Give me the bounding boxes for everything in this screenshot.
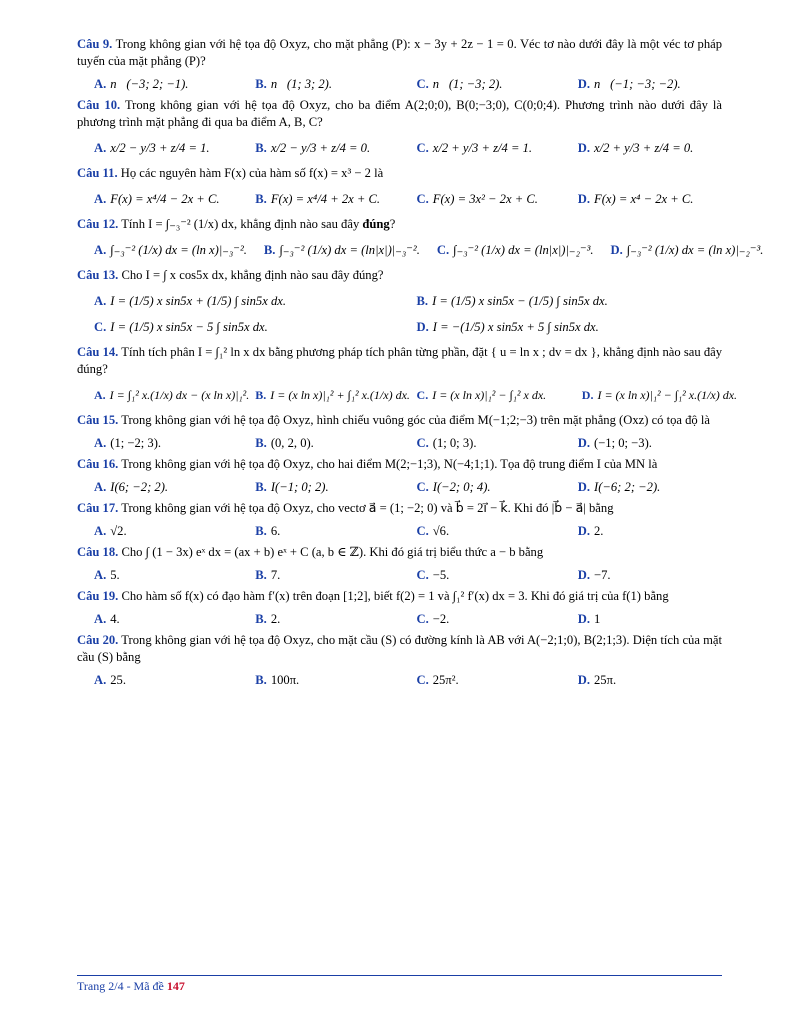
options xyxy=(77,139,722,157)
option-key: C. xyxy=(416,611,429,626)
options xyxy=(77,75,722,93)
question-14 xyxy=(77,344,738,404)
option-key: B. xyxy=(255,479,267,494)
option-text: 6. xyxy=(270,523,281,538)
option-key: C. xyxy=(416,479,429,494)
footer-page-label: Trang 2/4 - Mã đề xyxy=(77,979,167,993)
question-11 xyxy=(77,165,722,208)
question-number: Câu 9. xyxy=(77,37,113,51)
option-text: I = (1/5) x sin5x − 5 ∫ sin5x dx. xyxy=(110,319,268,334)
option-key: A. xyxy=(94,76,107,91)
option-text: F(x) = x⁴ − 2x + C. xyxy=(594,191,694,206)
question-number: Câu 14. xyxy=(77,345,119,359)
question-stem: Họ các nguyên hàm F(x) của hàm số f(x) = x³ − 2 là xyxy=(120,166,384,180)
option-d[interactable] xyxy=(561,523,722,540)
option-key: C. xyxy=(416,191,429,206)
option-key: B. xyxy=(255,435,267,450)
option-d[interactable] xyxy=(561,191,722,208)
question-number: Câu 15. xyxy=(77,413,119,427)
options xyxy=(77,671,722,689)
option-b[interactable] xyxy=(238,523,399,540)
option-key: D. xyxy=(577,567,590,582)
option-a[interactable] xyxy=(77,523,238,540)
option-key: C. xyxy=(416,672,429,687)
option-c[interactable] xyxy=(400,435,561,452)
option-b[interactable] xyxy=(238,567,399,584)
options xyxy=(77,190,722,208)
option-key: C. xyxy=(416,387,429,402)
option-b[interactable] xyxy=(238,479,399,496)
option-text: ∫₋₃⁻² (1/x) dx = (ln|x|)|₋₃⁻². xyxy=(279,242,420,257)
option-text: n⃗(−1; −3; −2). xyxy=(594,76,681,91)
option-a[interactable] xyxy=(77,435,238,452)
option-c[interactable] xyxy=(400,479,561,496)
option-key: B. xyxy=(255,611,267,626)
option-text: F(x) = x⁴/4 − 2x + C. xyxy=(110,191,220,206)
option-c[interactable] xyxy=(411,387,572,404)
option-a[interactable] xyxy=(77,672,238,689)
question-number: Câu 19. xyxy=(77,589,119,603)
option-a[interactable] xyxy=(77,76,238,93)
question-number: Câu 17. xyxy=(77,501,119,515)
option-key: B. xyxy=(255,523,267,538)
option-c[interactable] xyxy=(400,191,561,208)
question-17 xyxy=(77,500,722,540)
option-c[interactable] xyxy=(400,140,561,157)
option-text: I(−6; 2; −2). xyxy=(594,479,661,494)
option-a[interactable] xyxy=(77,567,238,584)
option-key: C. xyxy=(436,242,450,257)
option-text: x/2 + y/3 + z/4 = 0. xyxy=(594,140,694,155)
option-key: D. xyxy=(577,611,590,626)
option-text: 7. xyxy=(270,567,281,582)
option-b[interactable] xyxy=(249,387,410,404)
option-key: B. xyxy=(255,387,267,402)
question-stem: Trong không gian với hệ tọa độ Oxyz, hình chiếu vuông góc của điểm M(−1;2;−3) trên mặt phẳng (Oxz) có tọa độ là xyxy=(121,413,710,427)
option-text: ∫₋₃⁻² (1/x) dx = (ln|x|)|₋₂⁻³. xyxy=(453,242,594,257)
option-key: D. xyxy=(577,672,590,687)
question-10 xyxy=(77,97,722,157)
option-text: n⃗(1; 3; 2). xyxy=(270,76,333,91)
option-key: A. xyxy=(94,479,107,494)
option-key: D. xyxy=(416,319,429,334)
option-c[interactable] xyxy=(400,672,561,689)
option-key: A. xyxy=(94,242,107,257)
option-text: I = (x ln x)|₁² + ∫₁² x.(1/x) dx. xyxy=(270,387,410,402)
question-16 xyxy=(77,456,722,496)
option-key: D. xyxy=(610,242,623,257)
option-a[interactable] xyxy=(77,242,247,259)
page-footer xyxy=(77,979,185,994)
question-15 xyxy=(77,412,722,452)
option-text: √6. xyxy=(432,523,450,538)
options xyxy=(77,292,722,310)
option-text: I = (1/5) x sin5x + (1/5) ∫ sin5x dx. xyxy=(110,293,286,308)
options xyxy=(77,318,722,336)
question-number: Câu 13. xyxy=(77,268,119,282)
option-key: B. xyxy=(255,140,267,155)
option-d[interactable] xyxy=(400,319,723,336)
option-key: C. xyxy=(416,76,429,91)
question-stem-emphasis: đúng xyxy=(362,217,390,231)
option-a[interactable] xyxy=(77,387,249,404)
option-text: (−1; 0; −3). xyxy=(594,435,652,450)
option-a[interactable] xyxy=(77,293,400,310)
option-text: F(x) = 3x² − 2x + C. xyxy=(432,191,538,206)
question-19 xyxy=(77,588,722,628)
question-stem: Cho I = ∫ x cos5x dx, khẳng định nào sau đây đúng? xyxy=(121,268,384,282)
question-9 xyxy=(77,36,722,93)
option-key: A. xyxy=(94,611,107,626)
question-stem-end: ? xyxy=(389,217,396,231)
option-key: B. xyxy=(255,672,267,687)
option-text: 25π. xyxy=(594,672,617,687)
option-text: 2. xyxy=(270,611,281,626)
option-c[interactable] xyxy=(420,242,594,259)
option-d[interactable] xyxy=(561,435,722,452)
option-key: D. xyxy=(577,523,590,538)
option-text: −5. xyxy=(432,567,450,582)
option-text: 25. xyxy=(110,672,126,687)
option-key: B. xyxy=(255,191,267,206)
question-number: Câu 11. xyxy=(77,166,118,180)
options xyxy=(77,566,722,584)
option-key: C. xyxy=(416,140,429,155)
option-text: n⃗(−3; 2; −1). xyxy=(110,76,189,91)
option-text: I = ∫₁² x.(1/x) dx − (x ln x)|₁². xyxy=(109,387,250,402)
question-stem: Trong không gian với hệ tọa độ Oxyz, cho mặt phẳng (P): x − 3y + 2z − 1 = 0. Véc tơ nào dưới đây là một véc tơ pháp tuyến của mặt phẳng (P)? xyxy=(77,37,722,68)
option-key: D. xyxy=(577,435,590,450)
option-a[interactable] xyxy=(77,479,238,496)
option-key: B. xyxy=(255,76,267,91)
option-b[interactable] xyxy=(238,672,399,689)
option-b[interactable] xyxy=(238,611,399,628)
option-key: D. xyxy=(577,76,590,91)
option-text: I(−1; 0; 2). xyxy=(270,479,329,494)
option-text: I(6; −2; 2). xyxy=(110,479,169,494)
option-text: 2. xyxy=(594,523,604,538)
option-text: x/2 − y/3 + z/4 = 1. xyxy=(110,140,210,155)
question-stem: Trong không gian với hệ tọa độ Oxyz, cho hai điểm M(2;−1;3), N(−4;1;1). Tọa độ trung điểm I của MN là xyxy=(121,457,658,471)
option-key: B. xyxy=(416,293,429,308)
option-key: A. xyxy=(94,523,107,538)
option-text: √2. xyxy=(110,523,127,538)
option-text: I = (x ln x)|₁² − ∫₁² x.(1/x) dx. xyxy=(597,387,738,402)
options xyxy=(77,241,764,259)
exam-code: 147 xyxy=(166,979,185,993)
option-key: D. xyxy=(577,479,590,494)
option-c[interactable] xyxy=(77,319,400,336)
option-d[interactable] xyxy=(561,672,722,689)
option-b[interactable] xyxy=(247,242,420,259)
option-key: A. xyxy=(94,672,107,687)
option-key: A. xyxy=(94,435,107,450)
option-c[interactable] xyxy=(400,611,561,628)
option-c[interactable] xyxy=(400,523,561,540)
question-18 xyxy=(77,544,722,584)
question-20 xyxy=(77,632,722,689)
option-text: (1; 0; 3). xyxy=(432,435,477,450)
question-number: Câu 12. xyxy=(77,217,119,231)
options xyxy=(77,522,722,540)
question-number: Câu 20. xyxy=(77,633,119,647)
option-text: F(x) = x⁴/4 + 2x + C. xyxy=(270,191,381,206)
option-text: −7. xyxy=(594,567,611,582)
option-b[interactable] xyxy=(238,435,399,452)
option-text: (1; −2; 3). xyxy=(110,435,162,450)
option-a[interactable] xyxy=(77,140,238,157)
option-c[interactable] xyxy=(400,76,561,93)
option-key: D. xyxy=(577,140,590,155)
question-number: Câu 18. xyxy=(77,545,119,559)
option-d[interactable] xyxy=(572,387,737,404)
question-stem: Cho ∫ (1 − 3x) eˣ dx = (ax + b) eˣ + C (a, b ∈ ℤ). Khi đó giá trị biểu thức a − b bằng xyxy=(121,545,544,559)
option-text: 5. xyxy=(110,567,120,582)
option-text: I = (x ln x)|₁² − ∫₁² x dx. xyxy=(432,387,547,402)
option-key: A. xyxy=(94,140,107,155)
option-b[interactable] xyxy=(238,191,399,208)
option-key: C. xyxy=(416,435,429,450)
question-12 xyxy=(77,216,764,259)
option-d[interactable] xyxy=(594,242,764,259)
question-stem: Trong không gian với hệ tọa độ Oxyz, cho ba điểm A(2;0;0), B(0;−3;0), C(0;0;4). Phương trình nào dưới đây là phương trình mặt phẳng đi qua ba điểm A, B, C? xyxy=(77,98,722,129)
question-stem: Tính I = ∫₋₃⁻² (1/x) dx, khẳng định nào sau đây xyxy=(121,217,363,231)
option-d[interactable] xyxy=(561,76,722,93)
options xyxy=(77,386,738,404)
question-stem: Tính tích phân I = ∫₁² ln x dx bằng phương pháp tích phân từng phần, đặt { u = ln x ; dv = dx }, khẳng định nào sau đây đúng? xyxy=(77,345,723,376)
option-text: 4. xyxy=(110,611,120,626)
option-c[interactable] xyxy=(400,567,561,584)
option-key: A. xyxy=(94,191,107,206)
options xyxy=(77,478,722,496)
options xyxy=(77,434,722,452)
question-stem: Trong không gian với hệ tọa độ Oxyz, cho mặt cầu (S) có đường kính là AB với A(−2;1;0), B(2;1;3). Diện tích của mặt cầu (S) bằng xyxy=(77,633,722,664)
footer-divider xyxy=(77,975,722,976)
option-d[interactable] xyxy=(561,567,722,584)
question-number: Câu 16. xyxy=(77,457,119,471)
question-number: Câu 10. xyxy=(77,98,121,112)
option-b[interactable] xyxy=(238,76,399,93)
option-key: B. xyxy=(263,242,276,257)
option-a[interactable] xyxy=(77,191,238,208)
option-text: x/2 + y/3 + z/4 = 1. xyxy=(432,140,533,155)
option-text: (0, 2, 0). xyxy=(270,435,314,450)
option-text: ∫₋₃⁻² (1/x) dx = (ln x)|₋₂⁻³. xyxy=(626,242,764,257)
option-text: n⃗(1; −3; 2). xyxy=(432,76,503,91)
option-key: C. xyxy=(416,567,429,582)
option-text: 25π². xyxy=(432,672,459,687)
option-key: D. xyxy=(577,191,590,206)
option-key: A. xyxy=(94,387,106,402)
option-d[interactable] xyxy=(561,479,722,496)
option-text: ∫₋₃⁻² (1/x) dx = (ln x)|₋₃⁻². xyxy=(110,242,247,257)
question-stem: Trong không gian với hệ tọa độ Oxyz, cho vectơ a⃗ = (1; −2; 0) và b⃗ = 2i⃗ − k⃗. Khi đó |b⃗ − a⃗| bằng xyxy=(121,501,614,515)
option-text: −2. xyxy=(432,611,450,626)
option-key: A. xyxy=(94,293,107,308)
option-text: 1 xyxy=(594,611,601,626)
option-text: I = −(1/5) x sin5x + 5 ∫ sin5x dx. xyxy=(432,319,599,334)
option-d[interactable] xyxy=(561,140,722,157)
option-key: C. xyxy=(94,319,107,334)
exam-page xyxy=(77,36,764,693)
option-key: A. xyxy=(94,567,107,582)
option-b[interactable] xyxy=(238,140,399,157)
option-d[interactable] xyxy=(561,611,722,628)
option-a[interactable] xyxy=(77,611,238,628)
question-stem: Cho hàm số f(x) có đạo hàm f′(x) trên đoạn [1;2], biết f(2) = 1 và ∫₁² f′(x) dx = 3. Khi đó giá trị của f(1) bằng xyxy=(121,589,669,603)
option-key: D. xyxy=(581,387,594,402)
option-key: C. xyxy=(416,523,429,538)
option-text: I(−2; 0; 4). xyxy=(432,479,491,494)
option-b[interactable] xyxy=(400,293,723,310)
option-text: I = (1/5) x sin5x − (1/5) ∫ sin5x dx. xyxy=(432,293,608,308)
question-13 xyxy=(77,267,722,336)
option-text: 100π. xyxy=(270,672,300,687)
option-key: B. xyxy=(255,567,267,582)
option-text: x/2 − y/3 + z/4 = 0. xyxy=(270,140,371,155)
options xyxy=(77,610,722,628)
